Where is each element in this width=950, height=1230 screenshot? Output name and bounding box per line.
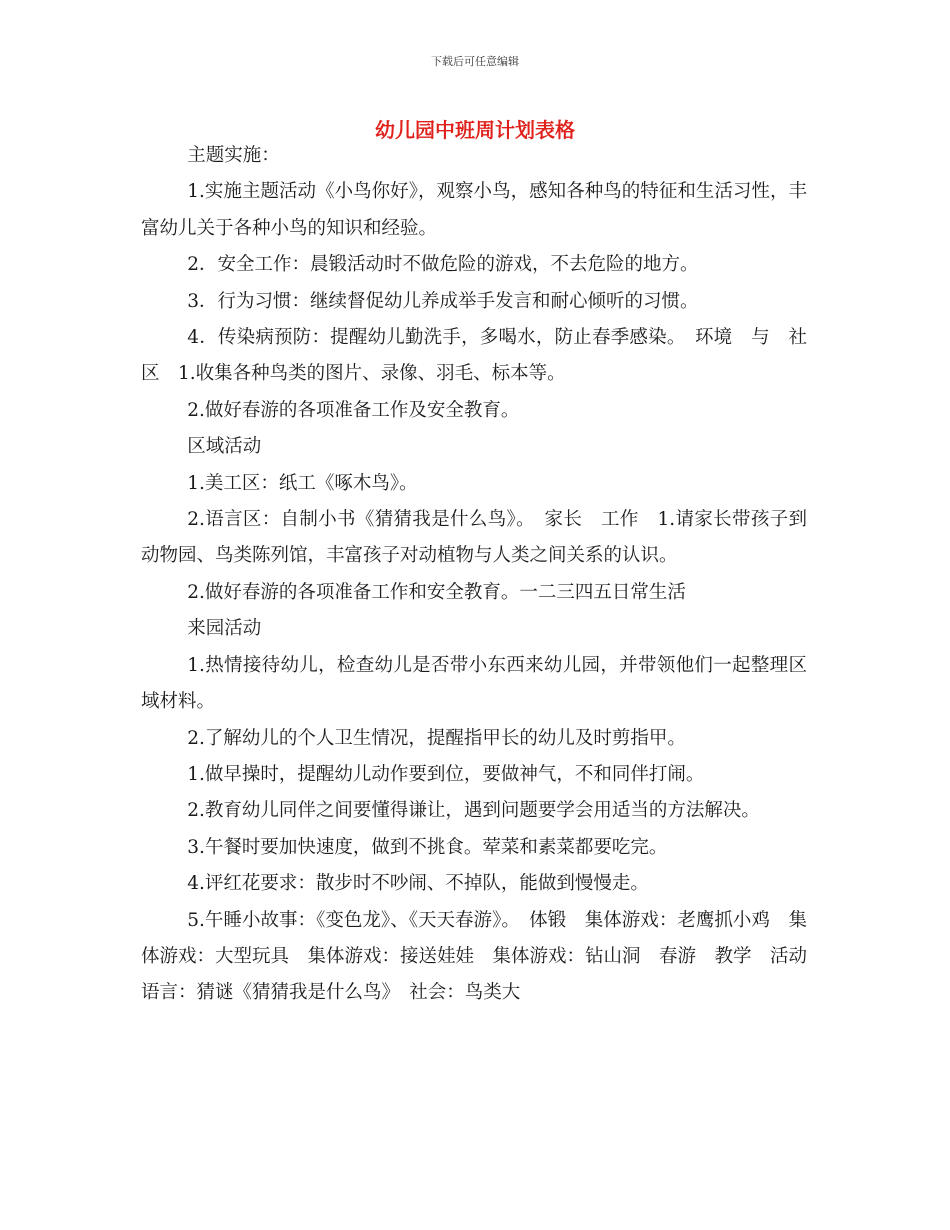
header-note: 下载后可任意编辑 <box>431 55 519 68</box>
paragraph-theme-heading: 主题实施： <box>187 145 280 166</box>
paragraph-theme-1: 1.实施主题活动《小鸟你好》，观察小鸟，感知各种鸟的特征和生活习性，丰富幼儿关于各种小鸟的知识和经验。 <box>141 181 807 239</box>
paragraph-disease-environment: 4．传染病预防：提醒幼儿勤洗手，多喝水，防止春季感染。 环境 与 社区 1.收集各种鸟类的图片、录像、羽毛、标本等。 <box>141 327 807 385</box>
paragraph-lunch: 3.午餐时要加快速度，做到不挑食。荤菜和素菜都要吃完。 <box>187 836 668 858</box>
document-body <box>141 138 826 1012</box>
paragraph-spring-safety: 2.做好春游的各项准备工作和安全教育。一二三四五日常生活 <box>187 581 686 603</box>
document-title: 幼儿园中班周计划表格 <box>375 118 575 142</box>
paragraph-arrival-heading: 来园活动 <box>187 618 262 640</box>
paragraph-art-area: 1.美工区：纸工《啄木鸟》。 <box>187 472 418 494</box>
paragraph-arrival-1: 1.热情接待幼儿，检查幼儿是否带小东西来幼儿园，并带领他们一起整理区域材料。 <box>141 654 807 713</box>
paragraph-safety: 2．安全工作：晨锻活动时不做危险的游戏，不去危险的地方。 <box>187 254 699 276</box>
paragraph-red-flower: 4.评红花要求：散步时不吵闹、不掉队，能做到慢慢走。 <box>187 873 649 895</box>
paragraph-nap-story: 5.午睡小故事：《变色龙》、《天天春游》。 体锻 集体游戏：老鹰抓小鸡 集体游戏：大型玩具 集体游戏：接送娃娃 集体游戏：钻山洞 春游 教学 活动 语言：猜谜《猜猜我是什么鸟》 社会：鸟类大 <box>141 909 826 1004</box>
paragraph-exercise-2: 2.教育幼儿同伴之间要懂得谦让，遇到问题要学会用适当的方法解决。 <box>187 800 760 822</box>
paragraph-spring-prep: 2.做好春游的各项准备工作及安全教育。 <box>187 399 520 421</box>
paragraph-language-area: 2.语言区：自制小书《猜猜我是什么鸟》。 家长 工作 1.请家长带孩子到动物园、鸟类陈列馆，丰富孩子对动植物与人类之间关系的认识。 <box>141 509 807 567</box>
paragraph-arrival-2: 2.了解幼儿的个人卫生情况，提醒指甲长的幼儿及时剪指甲。 <box>187 727 686 749</box>
paragraph-exercise-1: 1.做早操时，提醒幼儿动作要到位，要做神气，不和同伴打闹。 <box>187 763 705 785</box>
paragraph-habits: 3．行为习惯：继续督促幼儿养成举手发言和耐心倾听的习惯。 <box>187 290 699 312</box>
paragraph-area-heading: 区域活动 <box>187 436 262 458</box>
